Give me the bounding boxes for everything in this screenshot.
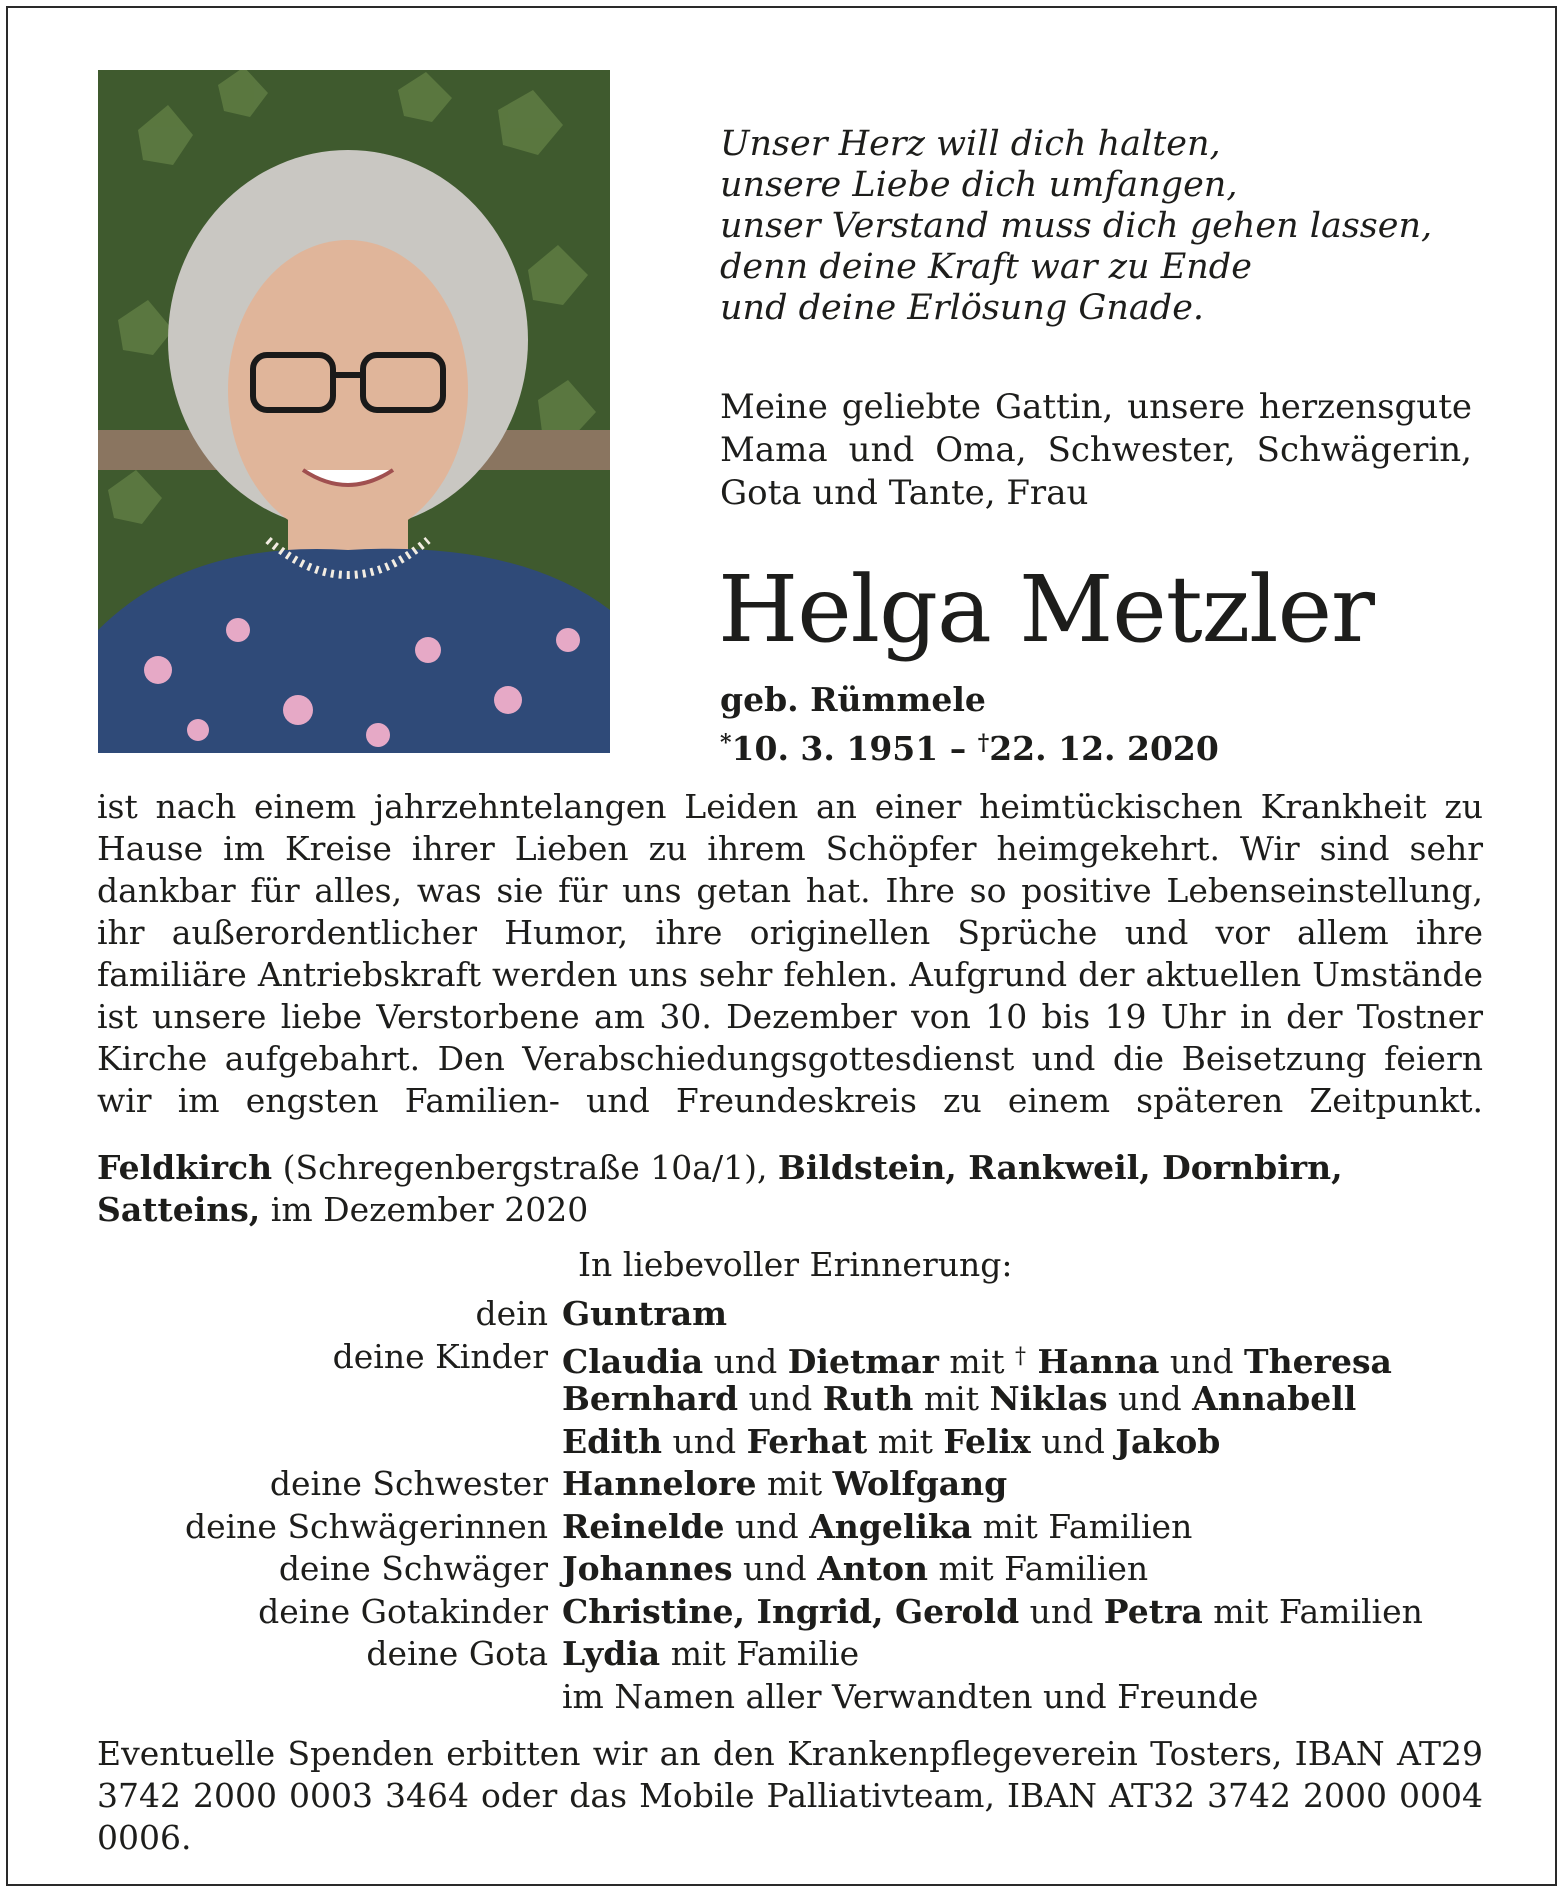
mourner-name: Niklas — [989, 1379, 1108, 1418]
birth-date: 10. 3. 1951 — [731, 729, 939, 768]
mourner-name: Wolfgang — [832, 1464, 1008, 1503]
mourner-relation: deine Gota — [366, 1634, 548, 1673]
mourner-names — [562, 1293, 727, 1336]
mourner-name: Reinelde — [562, 1506, 725, 1546]
mourner-relation: deine Schwäger — [278, 1549, 548, 1588]
mourner-connector: mit — [756, 1464, 833, 1503]
mourner-relation: deine Kinder — [332, 1336, 548, 1376]
birth-mark: * — [720, 730, 732, 756]
mourner-name: Guntram — [562, 1294, 728, 1333]
portrait-photo — [98, 70, 610, 753]
memory-label: In liebevoller Erinnerung: — [578, 1245, 1013, 1284]
poem-line: Unser Herz will dich halten, — [720, 124, 1221, 164]
mourner-relation: deine Schwägerinnen — [184, 1506, 548, 1546]
death-mark: † — [977, 730, 990, 756]
date-dash: – — [938, 729, 978, 768]
donations-text: Eventuelle Spenden erbitten wir an den Krankenpflegeverein Tosters, IBAN AT29 3742 2000 0003 3464 oder das Mobile Palliativteam, IBAN AT32 3742 2000 0004 0006. — [97, 1734, 1483, 1857]
mourner-name: Anton — [817, 1549, 929, 1588]
place-city: Feldkirch — [97, 1148, 273, 1187]
mourner-connector: und — [662, 1421, 747, 1461]
mourner-row — [97, 1548, 1483, 1591]
obituary-body: ist nach einem jahrzehntelangen Leiden an einer heimtückischen Krankheit zu Hause im Kreise ihrer Lieben zu ihrem Schöpfer heimgekehrt. Wir sind sehr dankbar für alles, was sie für uns getan hat. Ihre so positive Lebenseinstellung, ihr außerordentlicher Humor, ihre originellen Sprüche und vor allem ihre familiäre Antriebskraft werden uns sehr fehlen. Aufgrund der aktuellen Umstände ist unsere liebe Verstorbene am 30. Dezember von 10 bis 19 Uhr in der Tostner Kirche aufgebahrt. Den Verabschiedungsgottesdienst und die Beisetzung feiern wir im engsten Familien- und Freundeskreis zu einem späteren Zeitpunkt. — [97, 787, 1483, 1120]
mourner-name: Angelika — [809, 1506, 973, 1546]
mourner-row — [97, 1336, 1483, 1379]
portrait-illustration — [98, 70, 610, 753]
life-dates — [720, 723, 1219, 769]
mourner-connector: mit Familien — [972, 1506, 1193, 1546]
mourner-connector: und — [1030, 1421, 1116, 1461]
mourner-name: Ferhat — [746, 1421, 868, 1461]
mourner-relation — [97, 1676, 562, 1719]
mourner-relation: deine Schwester — [269, 1464, 548, 1503]
mourner-name: Ruth — [822, 1379, 914, 1418]
mourner-names — [562, 1676, 1258, 1719]
mourner-name: Theresa — [1244, 1341, 1392, 1381]
mourner-names — [562, 1421, 1220, 1464]
mourner-row — [97, 1378, 1483, 1421]
mourner-relation: dein — [475, 1294, 548, 1333]
mourner-relation — [97, 1421, 562, 1464]
mourner-row — [97, 1463, 1483, 1506]
mourner-name: Annabell — [1192, 1379, 1357, 1418]
mourner-connector: und — [1159, 1341, 1245, 1381]
mourner-connector: † — [1014, 1343, 1026, 1369]
place-towns: Bildstein, Rankweil, Dornbirn, Satteins, — [97, 1148, 1343, 1229]
mourner-name: Bernhard — [562, 1379, 739, 1418]
mourner-name: Hanna — [1025, 1341, 1160, 1381]
mourner-connector: mit — [938, 1341, 1015, 1381]
mourner-connector: mit — [913, 1379, 990, 1418]
mourner-connector: und — [738, 1379, 823, 1418]
mourner-names — [562, 1378, 1356, 1421]
mourner-relation: deine Gotakinder — [258, 1591, 548, 1631]
poem-line: unser Verstand muss dich gehen lassen, — [720, 206, 1433, 246]
poem-line: unsere Liebe dich umfangen, — [720, 165, 1238, 205]
mourner-names — [562, 1336, 1392, 1379]
poem-line: denn deine Kraft war zu Ende — [720, 247, 1252, 287]
mourner-names — [562, 1548, 1148, 1591]
mourner-connector: und — [1107, 1379, 1193, 1418]
mourner-connector: mit — [867, 1421, 944, 1461]
place-address: (Schregenbergstraße 10a/1), — [272, 1148, 778, 1187]
mourner-name: Claudia — [562, 1341, 704, 1381]
mourner-row — [97, 1421, 1483, 1464]
mourner-row — [97, 1633, 1483, 1676]
maiden-name: geb. Rümmele — [720, 680, 986, 719]
mourner-connector: mit Familien — [1202, 1591, 1423, 1631]
mourner-connector: mit Familien — [928, 1549, 1149, 1588]
mourner-name: Jakob — [1115, 1421, 1221, 1461]
mourner-connector: und — [724, 1506, 810, 1546]
death-date: 22. 12. 2020 — [989, 729, 1219, 768]
mourner-names — [562, 1633, 859, 1676]
mourner-name: Johannes — [562, 1549, 733, 1588]
poem-line: und deine Erlösung Gnade. — [720, 288, 1205, 328]
mourner-name: Christine, Ingrid, Gerold — [562, 1591, 1020, 1631]
mourner-name: Felix — [943, 1421, 1031, 1461]
mourner-name: Edith — [562, 1421, 662, 1461]
deceased-name: Helga Metzler — [718, 556, 1375, 663]
mourner-row — [97, 1591, 1483, 1634]
mourner-row — [97, 1293, 1483, 1336]
mourner-connector: und — [732, 1549, 818, 1588]
mourner-connector: im Namen aller Verwandten und Freunde — [562, 1676, 1259, 1716]
mourner-connector: mit Familie — [660, 1634, 860, 1673]
place-and-date — [97, 1147, 1483, 1231]
mourner-name: Petra — [1103, 1591, 1203, 1631]
mourner-connector: und — [703, 1341, 788, 1381]
mourner-names — [562, 1463, 1007, 1506]
mourners-list — [97, 1293, 1483, 1718]
intro-text: Meine geliebte Gattin, unsere herzensgute Mama und Oma, Schwester, Schwägerin, Gota und Tante, Frau — [720, 387, 1472, 513]
mourner-name: Hannelore — [562, 1464, 757, 1503]
mourner-connector: und — [1019, 1591, 1104, 1631]
mourner-name: Dietmar — [787, 1341, 939, 1381]
mourner-names — [562, 1506, 1192, 1549]
mourner-relation — [97, 1378, 562, 1421]
poem — [720, 124, 1432, 329]
mourner-names — [562, 1591, 1423, 1634]
mourner-row — [97, 1506, 1483, 1549]
place-date: im Dezember 2020 — [260, 1190, 589, 1229]
dress — [98, 549, 610, 753]
mourner-name: Lydia — [562, 1634, 661, 1673]
mourner-row — [97, 1676, 1483, 1719]
